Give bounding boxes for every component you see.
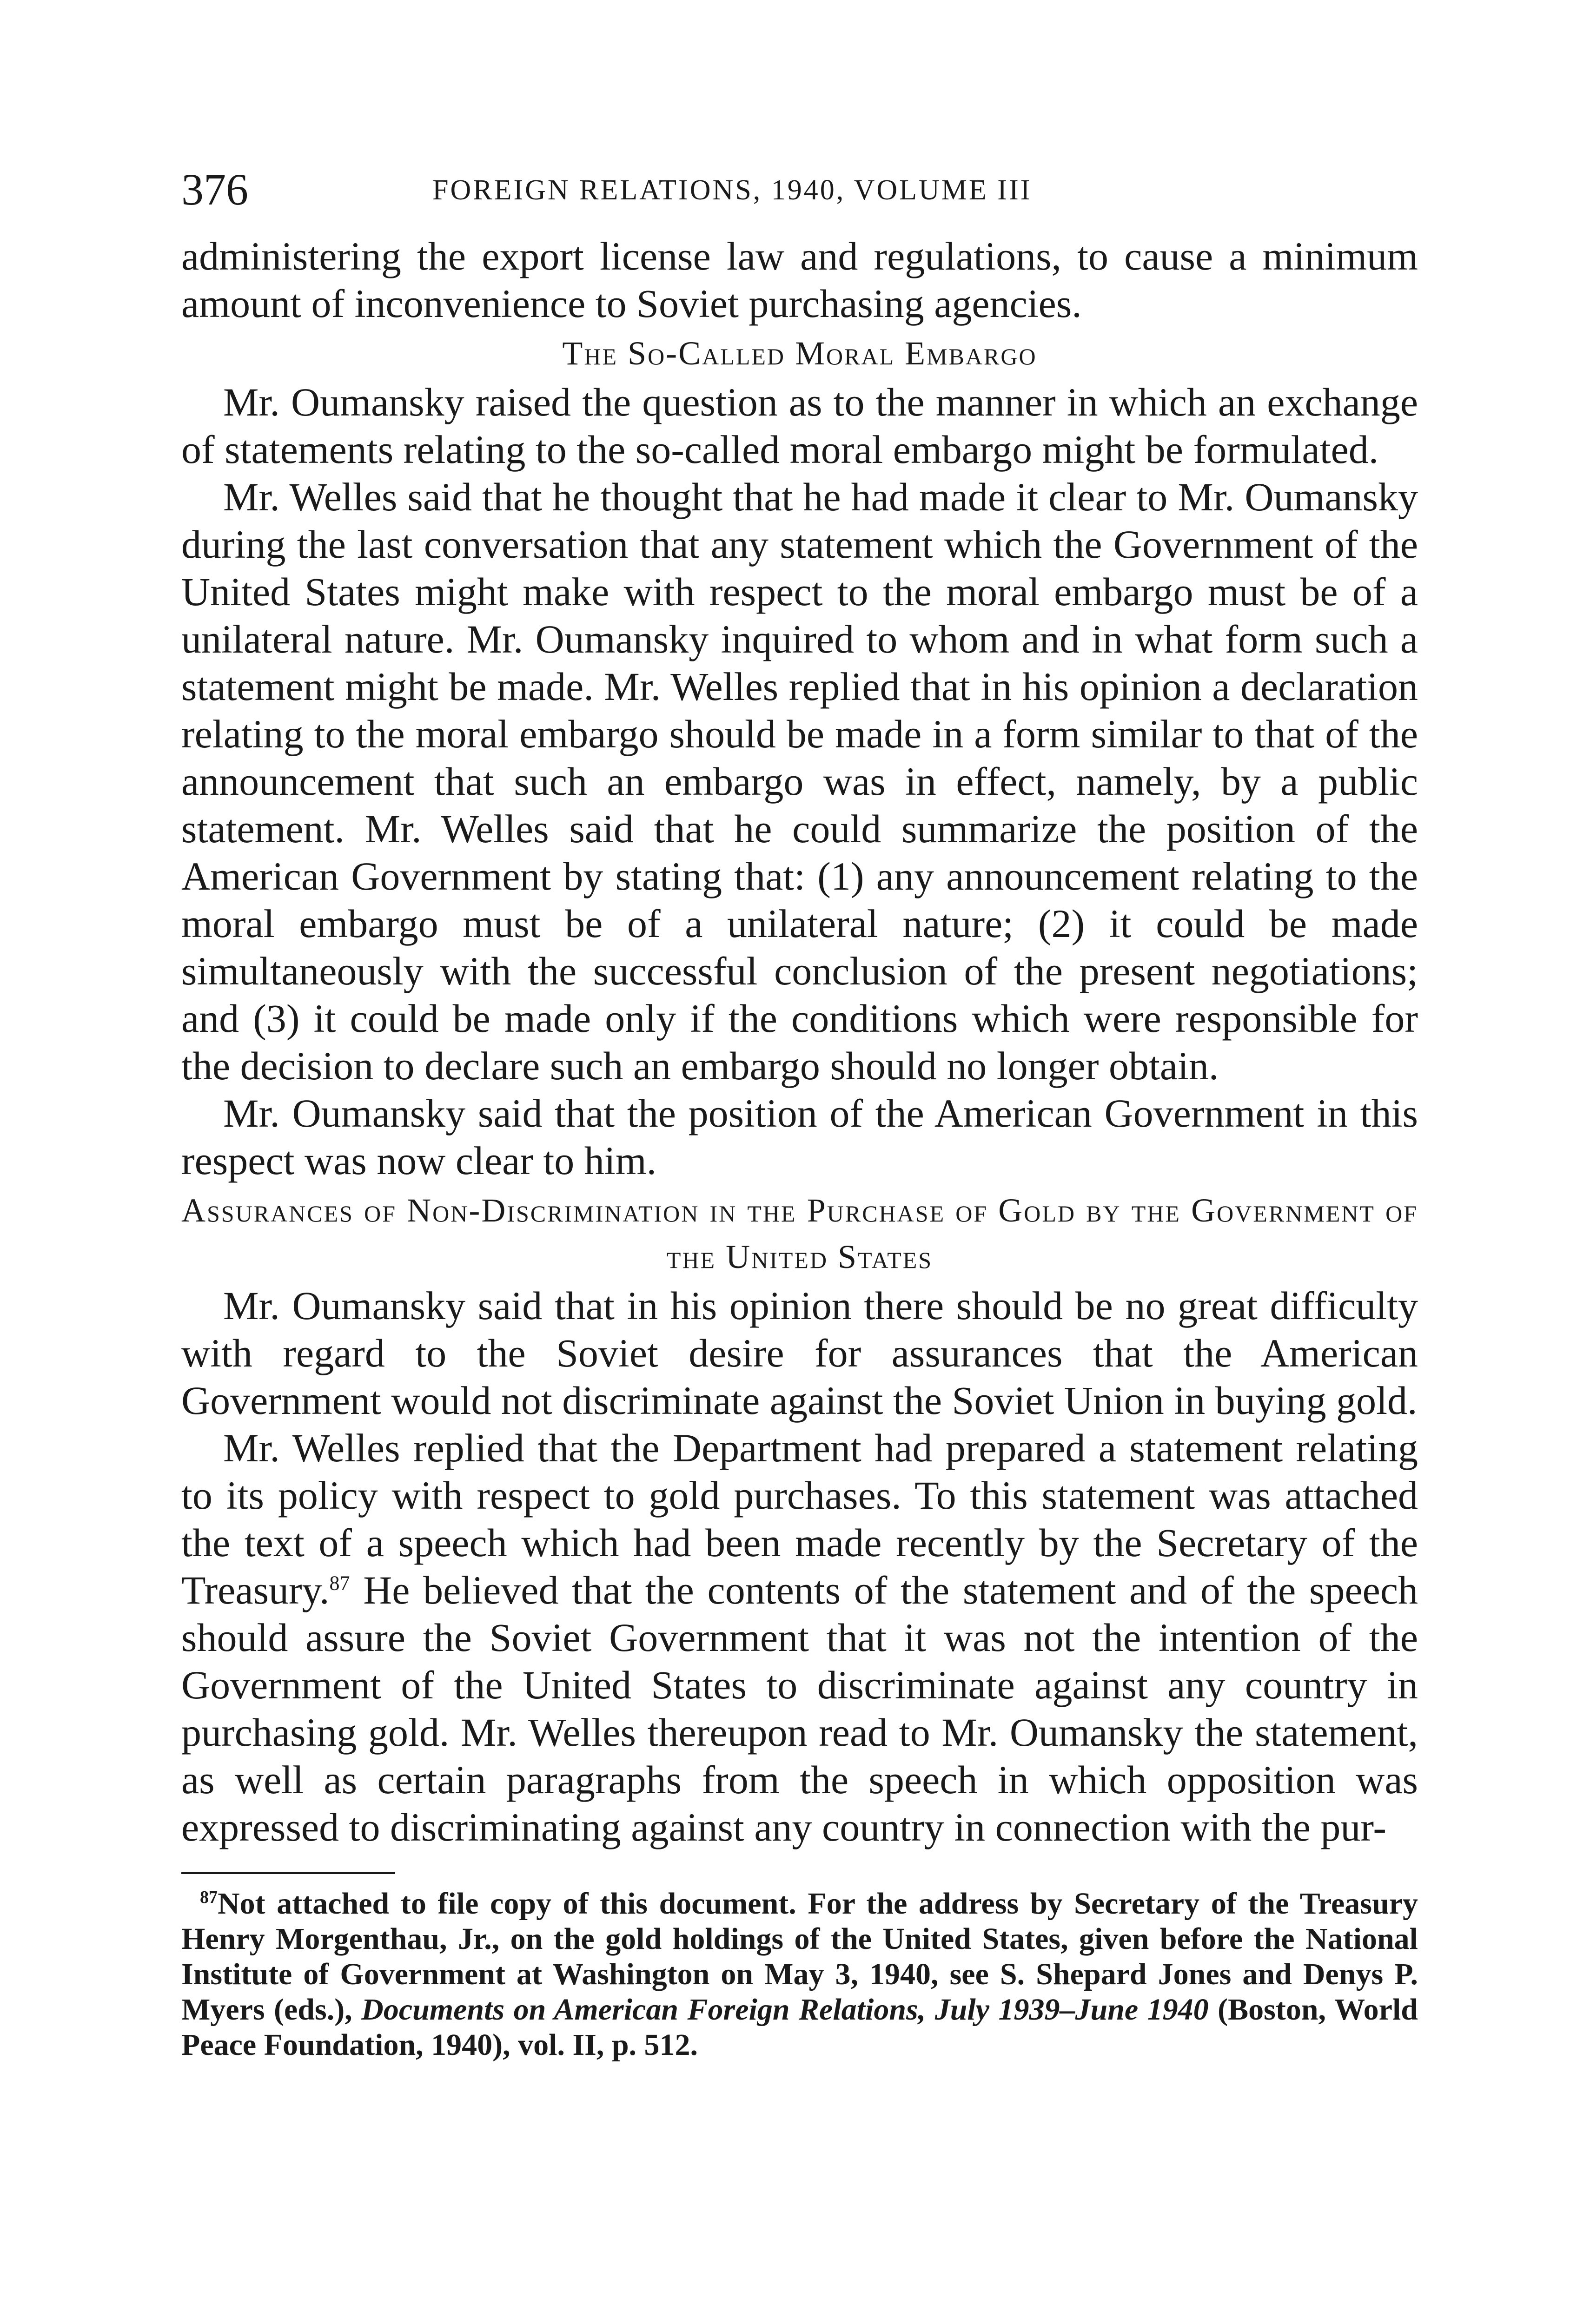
paragraph-oumansky-question: Mr. Oumansky raised the question as to the manner in which an exchange of statements relating to the so-called moral embargo might be formulated. [181,380,1418,472]
paragraph-oumansky-clear: Mr. Oumansky said that the position of the American Government in this respect was now clear to him. [181,1091,1418,1183]
footnote-text-part2: (Boston, World Peace Foundation, 1940), vol. II, p. 512. [181,1993,1418,2062]
paragraph-welles-reply: Mr. Welles said that he thought that he had made it clear to Mr. Oumansky during the last conversation that any statement which the Government of the United States might make with respect to the moral embargo must be of a unilateral nature. Mr. Oumansky inquired to whom and in what form such a statement might be made. Mr. Welles replied that in his opinion a declaration relating to the moral embargo should be made in a form similar to that of the announcement that such an embargo was in effect, namely, by a public statement. Mr. Welles said that he could summarize the position of the American Government by stating that: (1) any announcement relating to the moral embargo must be of a unilateral nature; (2) it could be made simultaneously with the successful conclusion of the present negotiations; and (3) it could be made only if the conditions which were responsible for the decision to declare such an embargo should no longer obtain. [181,475,1418,1088]
section-heading-gold-purchase: Assurances of Non-Discrimination in the Purchase of Gold by the Government of the United States [181,1192,1418,1275]
section-heading-moral-embargo: The So-Called Moral Embargo [562,335,1037,372]
running-title: FOREIGN RELATIONS, 1940, VOLUME III [432,174,1032,206]
footnote-book-title: Documents on American Foreign Relations, July 1939–June 1940 [361,1993,1209,2027]
footnote-reference: 87 [329,1571,350,1595]
document-page [181,167,1418,2063]
paragraph-oumansky-gold: Mr. Oumansky said that in his opinion there should be no great difficulty with regard to the Soviet desire for assurances that the American Government would not discriminate against the Soviet Union in buying gold. [181,1283,1418,1423]
body-text [181,232,1418,1851]
paragraph-continued: administering the export license law and regulations, to cause a minimum amount of inconvenience to Soviet purchasing agencies. [181,234,1418,326]
footnote-text-part1: Not attached to file copy of this document. For the address by Secretary of the Treasury Henry Morgenthau, Jr., on the gold holdings of the United States, given before the National Institute of Government at Washington on May 3, 1940, see S. Shepard Jones and Denys P. Myers (eds.), [181,1887,1418,2027]
footnote-number: 87 [200,1888,218,1907]
running-head [181,167,1418,232]
paragraph-welles-statement [181,1424,1418,1851]
page-number: 376 [181,165,248,214]
footnote [181,1886,1418,2063]
paragraph-welles-statement-part1: Mr. Welles replied that the Department had prepared a statement relating to its policy with respect to gold purchases. To this statement was attached the text of a speech which had been made recently by the Secretary of the Treasury. [181,1426,1418,1612]
footnote-divider [181,1872,395,1874]
paragraph-welles-statement-part2: He believed that the contents of the statement and of the speech should assure the Soviet Government that it was not the intention of the Government of the United States to discriminate against any country in purchasing gold. Mr. Welles thereupon read to Mr. Oumansky the statement, as well as certain paragraphs from the speech in which opposition was expressed to discriminating against any country in connection with the pur- [181,1568,1418,1849]
